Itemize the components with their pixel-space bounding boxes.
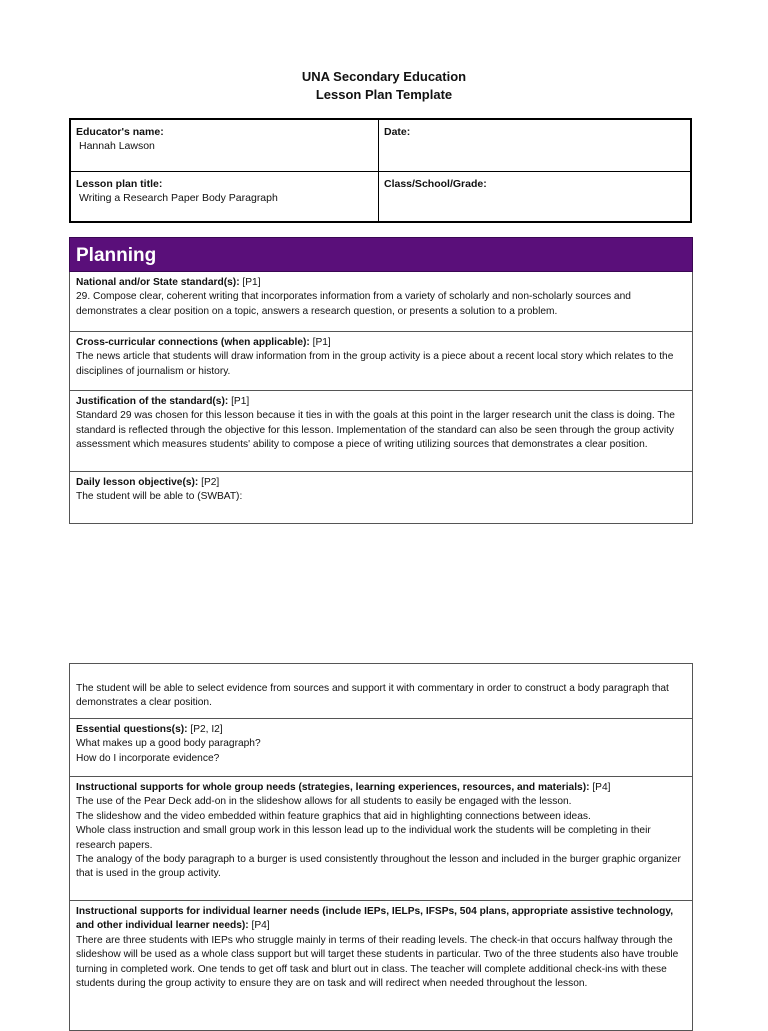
whole-group-supports-row <box>69 777 693 901</box>
individual-tag: [P4] <box>248 920 270 932</box>
educator-info-table <box>69 118 692 223</box>
whole-group-tag: [P4] <box>589 782 611 793</box>
essential-question-2: How do I incorporate evidence? <box>76 752 220 764</box>
whole-group-line-1: The use of the Pear Deck add-on in the slideshow allows for all students to easily be engaged with the lesson. <box>76 796 572 808</box>
justification-label: Justification of the standard(s): <box>76 396 229 407</box>
justification-row <box>69 391 693 472</box>
whole-group-line-3: Whole class instruction and small group work in this lesson lead up to the individual work the students will be completing in their research papers. <box>76 825 651 851</box>
standards-tag: [P1] <box>239 277 261 288</box>
lesson-title-value: Writing a Research Paper Body Paragraph <box>79 192 278 204</box>
individual-text: There are three students with IEPs who struggle mainly in terms of their reading levels. The check-in that occurs halfway through the slideshow will be used as a whole class support but will target these students in particular. Two of the three students also have trouble turning in completed work. One tends to get off task and blurt out in class. The teacher will complete additional check-ins with these students during the group activity to ensure they are on task and will redirect when needed throughout the lesson. <box>76 934 679 990</box>
educator-name-label: Educator's name: <box>76 126 164 138</box>
individual-label: Instructional supports for individual learner needs (include IEPs, IELPs, IFSPs, 504 plans, appropriate assistive technology, and other individual learner needs): <box>76 906 674 932</box>
educator-name-value: Hannah Lawson <box>79 140 155 152</box>
essential-question-1: What makes up a good body paragraph? <box>76 738 261 750</box>
essential-questions-tag: [P2, I2] <box>187 724 223 735</box>
objective-continued-row <box>69 664 693 719</box>
document-header <box>0 68 768 104</box>
planning-heading: Planning <box>69 237 693 272</box>
objective-text: The student will be able to (SWBAT): <box>76 491 243 503</box>
header-template-title: Lesson Plan Template <box>315 87 453 102</box>
continued-table <box>69 663 693 1031</box>
educator-name-cell <box>71 120 378 171</box>
whole-group-line-4: The analogy of the body paragraph to a burger is used consistently throughout the lesson and included in the burger graphic organizer that is used in the group activity. <box>76 854 681 880</box>
class-school-grade-cell <box>378 171 690 221</box>
class-school-grade-label: Class/School/Grade: <box>384 178 487 190</box>
objective-row <box>69 472 693 524</box>
whole-group-line-2: The slideshow and the video embedded within feature graphics that aid in highlighting connections between ideas. <box>76 810 591 822</box>
essential-questions-row <box>69 719 693 777</box>
standards-text: 29. Compose clear, coherent writing that incorporates information from a variety of scholarly and non-scholarly sources and demonstrates a clear position on a topic, answers a research question, or presents a solution to a problem. <box>76 291 631 317</box>
individual-supports-row <box>69 901 693 1031</box>
justification-tag: [P1] <box>228 396 250 407</box>
objective-label: Daily lesson objective(s): <box>76 477 199 488</box>
planning-section <box>69 237 693 524</box>
cross-curricular-row <box>69 332 693 391</box>
objective-tag: [P2] <box>198 477 220 488</box>
date-cell <box>378 120 690 171</box>
cross-curricular-tag: [P1] <box>309 337 331 348</box>
lesson-title-label: Lesson plan title: <box>76 178 163 190</box>
date-label: Date: <box>384 126 411 138</box>
cross-curricular-label: Cross-curricular connections (when applicable): <box>76 337 310 348</box>
lesson-title-cell <box>71 171 378 221</box>
standards-label: National and/or State standard(s): <box>76 277 240 288</box>
essential-questions-label: Essential questions(s): <box>76 724 188 735</box>
header-institution: UNA Secondary Education <box>301 69 467 84</box>
standards-row <box>69 272 693 332</box>
objective-continued-text: The student will be able to select evidence from sources and support it with commentary in order to construct a body paragraph that demonstrates a clear position. <box>76 683 669 709</box>
whole-group-label: Instructional supports for whole group needs (strategies, learning experiences, resources, and materials): <box>76 782 590 793</box>
justification-text: Standard 29 was chosen for this lesson because it ties in with the goals at this point in the larger research unit the class is doing. The standard is reflected through the objective for this lesson. Implementation of the standard can also be seen through the group activity assessment which measures students' ability to compose a piece of writing utilizing sources that demonstrates a clear position. <box>76 410 675 451</box>
cross-curricular-text: The news article that students will draw information from in the group activity is a piece about a recent local story which relates to the disciplines of journalism or history. <box>76 351 674 377</box>
